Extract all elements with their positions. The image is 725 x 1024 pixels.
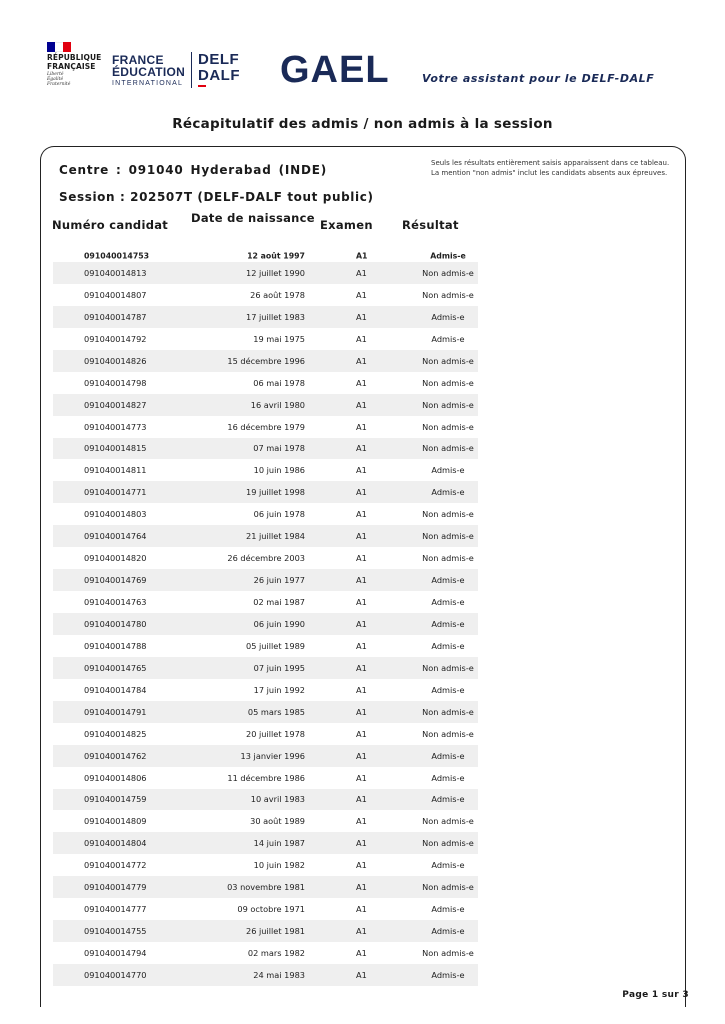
exam-cell: A1 [356, 399, 367, 410]
exam-cell: A1 [356, 487, 367, 498]
column-header-examen: Examen [320, 218, 373, 232]
birth-date-cell: 03 novembre 1981 [227, 882, 305, 893]
candidate-number-cell: 091040014753 [84, 251, 150, 261]
table-row [53, 920, 478, 942]
exam-cell: A1 [356, 750, 367, 761]
candidate-number-cell: 091040014780 [84, 618, 147, 629]
candidate-number-cell: 091040014763 [84, 597, 147, 608]
birth-date-cell: 10 avril 1983 [250, 794, 305, 805]
result-cell: Admis-e [431, 597, 465, 608]
birth-date-cell: 11 décembre 1986 [227, 772, 305, 783]
birth-date-cell: 10 juin 1982 [253, 860, 305, 871]
exam-cell: A1 [356, 728, 367, 739]
result-cell: Admis-e [431, 772, 465, 783]
birth-date-cell: 07 juin 1995 [253, 662, 305, 673]
exam-cell: A1 [356, 465, 367, 476]
result-cell: Admis-e [431, 926, 465, 937]
candidate-number-cell: 091040014755 [84, 926, 147, 937]
candidate-number-cell: 091040014806 [84, 772, 147, 783]
birth-date-cell: 17 juillet 1983 [246, 311, 305, 322]
candidate-number-cell: 091040014809 [84, 816, 147, 827]
exam-cell: A1 [356, 618, 367, 629]
candidate-number-cell: 091040014791 [84, 706, 147, 717]
birth-date-cell: 09 octobre 1971 [237, 904, 305, 915]
table-row [53, 789, 478, 811]
exam-cell: A1 [356, 882, 367, 893]
result-cell: Admis-e [431, 860, 465, 871]
candidate-number-cell: 091040014762 [84, 750, 147, 761]
exam-cell: A1 [356, 662, 367, 673]
session-info: Session : 202507T (DELF-DALF tout public) [59, 190, 374, 204]
exam-cell: A1 [356, 640, 367, 651]
candidate-number-cell: 091040014772 [84, 860, 147, 871]
centre-info: Centre : 091040 Hyderabad (INDE) [59, 163, 328, 177]
gael-tagline: Votre assistant pour le DELF-DALF [422, 72, 655, 85]
results-notes [431, 158, 686, 178]
birth-date-cell: 14 juin 1987 [253, 838, 305, 849]
candidate-number-cell: 091040014825 [84, 728, 147, 739]
birth-date-cell: 26 juillet 1981 [246, 926, 305, 937]
candidate-number-cell: 091040014779 [84, 882, 147, 893]
result-cell: Admis-e [431, 333, 465, 344]
column-header-resultat: Résultat [402, 218, 459, 232]
table-row [53, 635, 478, 657]
result-cell: Non admis-e [422, 355, 474, 366]
candidate-number-cell: 091040014773 [84, 421, 147, 432]
exam-cell: A1 [356, 553, 367, 564]
result-cell: Admis-e [431, 575, 465, 586]
candidate-number-cell: 091040014784 [84, 684, 147, 695]
table-row [53, 438, 478, 460]
fei-line-1: FRANCE [112, 53, 164, 67]
exam-cell: A1 [356, 355, 367, 366]
birth-date-cell: 06 juin 1978 [253, 509, 305, 520]
table-row [53, 503, 478, 525]
table-row [53, 591, 478, 613]
birth-date-cell: 02 mai 1987 [253, 597, 305, 608]
table-row [53, 745, 478, 767]
result-cell: Non admis-e [422, 509, 474, 520]
table-row [53, 679, 478, 701]
candidate-number-cell: 091040014827 [84, 399, 147, 410]
result-cell: Admis-e [431, 750, 465, 761]
birth-date-cell: 24 mai 1983 [253, 969, 305, 980]
table-row [53, 525, 478, 547]
candidate-number-cell: 091040014820 [84, 553, 147, 564]
candidate-number-cell: 091040014777 [84, 904, 147, 915]
birth-date-cell: 26 juin 1977 [253, 575, 305, 586]
candidate-number-cell: 091040014770 [84, 969, 147, 980]
page-header [0, 0, 725, 100]
exam-cell: A1 [356, 443, 367, 454]
birth-date-cell: 02 mars 1982 [247, 948, 305, 959]
fei-line-3: INTERNATIONAL [112, 80, 184, 87]
result-cell: Non admis-e [422, 267, 474, 278]
birth-date-cell: 07 mai 1978 [253, 443, 305, 454]
birth-date-cell: 05 juillet 1989 [246, 640, 305, 651]
table-row [53, 701, 478, 723]
result-cell: Non admis-e [422, 289, 474, 300]
exam-cell: A1 [356, 509, 367, 520]
table-row [53, 964, 478, 986]
exam-cell: A1 [356, 575, 367, 586]
table-row [53, 459, 478, 481]
birth-date-cell: 30 août 1989 [250, 816, 305, 827]
result-cell: Non admis-e [422, 948, 474, 959]
candidate-number-cell: 091040014759 [84, 794, 147, 805]
result-cell: Non admis-e [422, 531, 474, 542]
birth-date-cell: 10 juin 1986 [253, 465, 305, 476]
republique-name: RÉPUBLIQUE FRANÇAISE [47, 53, 102, 71]
exam-cell: A1 [356, 311, 367, 322]
table-row [53, 416, 478, 438]
column-header-numero: Numéro candidat [52, 218, 169, 232]
delf-label: DELF [198, 51, 240, 68]
result-cell: Admis-e [431, 487, 465, 498]
exam-cell: A1 [356, 421, 367, 432]
birth-date-cell: 13 janvier 1996 [240, 750, 305, 761]
result-cell: Non admis-e [422, 399, 474, 410]
birth-date-cell: 17 juin 1992 [253, 684, 305, 695]
french-flag-icon [47, 42, 71, 52]
candidate-number-cell: 091040014764 [84, 531, 147, 542]
candidate-number-cell: 091040014765 [84, 662, 147, 673]
candidate-number-cell: 091040014811 [84, 465, 147, 476]
table-row [53, 767, 478, 789]
page-title: Récapitulatif des admis / non admis à la session [172, 116, 553, 132]
candidate-number-cell: 091040014798 [84, 377, 147, 388]
result-cell: Admis-e [431, 684, 465, 695]
column-header-date: Date de naissance [191, 211, 315, 225]
birth-date-cell: 20 juillet 1978 [246, 728, 305, 739]
table-row [53, 942, 478, 964]
result-cell: Non admis-e [422, 421, 474, 432]
birth-date-cell: 16 avril 1980 [250, 399, 305, 410]
candidate-number-cell: 091040014794 [84, 948, 147, 959]
page-number: Page 1 sur 3 [622, 990, 689, 1000]
delf-dalf-logo [198, 52, 240, 87]
exam-cell: A1 [356, 706, 367, 717]
birth-date-cell: 26 août 1978 [250, 289, 305, 300]
table-row [53, 350, 478, 372]
exam-cell: A1 [356, 377, 367, 388]
exam-cell: A1 [356, 333, 367, 344]
result-cell: Non admis-e [422, 882, 474, 893]
result-cell: Non admis-e [422, 377, 474, 388]
candidate-number-cell: 091040014826 [84, 355, 147, 366]
candidate-number-cell: 091040014788 [84, 640, 147, 651]
candidate-number-cell: 091040014792 [84, 333, 147, 344]
result-cell: Admis-e [431, 969, 465, 980]
exam-cell: A1 [356, 969, 367, 980]
birth-date-cell: 21 juillet 1984 [246, 531, 305, 542]
result-cell: Admis-e [431, 904, 465, 915]
exam-cell: A1 [356, 289, 367, 300]
france-education-international-logo [112, 54, 192, 87]
exam-cell: A1 [356, 684, 367, 695]
result-cell: Admis-e [431, 465, 465, 476]
note-line-1: Seuls les résultats entièrement saisis apparaissent dans ce tableau. [431, 159, 670, 167]
candidate-number-cell: 091040014813 [84, 267, 147, 278]
exam-cell: A1 [356, 816, 367, 827]
candidate-number-cell: 091040014815 [84, 443, 147, 454]
logo-divider [191, 52, 192, 88]
birth-date-cell: 19 mai 1975 [253, 333, 305, 344]
result-cell: Admis-e [431, 640, 465, 651]
republique-francaise-logo [47, 42, 105, 87]
exam-cell: A1 [356, 597, 367, 608]
dalf-label: DALF [198, 67, 240, 84]
table-row [53, 854, 478, 876]
birth-date-cell: 05 mars 1985 [247, 706, 305, 717]
table-row [53, 723, 478, 745]
birth-date-cell: 26 décembre 2003 [227, 553, 305, 564]
exam-cell: A1 [356, 267, 367, 278]
result-cell: Non admis-e [422, 443, 474, 454]
result-cell: Admis-e [431, 311, 465, 322]
exam-cell: A1 [356, 772, 367, 783]
candidate-number-cell: 091040014803 [84, 509, 147, 520]
birth-date-cell: 12 août 1997 [247, 251, 305, 261]
result-cell: Admis-e [431, 618, 465, 629]
candidate-number-cell: 091040014769 [84, 575, 147, 586]
exam-cell: A1 [356, 860, 367, 871]
candidate-number-cell: 091040014771 [84, 487, 147, 498]
table-row [53, 328, 478, 350]
candidate-number-cell: 091040014787 [84, 311, 147, 322]
result-cell: Admis-e [430, 251, 466, 261]
table-row [53, 657, 478, 679]
table-row [53, 898, 478, 920]
exam-cell: A1 [356, 926, 367, 937]
result-cell: Non admis-e [422, 553, 474, 564]
candidate-number-cell: 091040014807 [84, 289, 147, 300]
table-row [53, 250, 478, 262]
table-row [53, 547, 478, 569]
birth-date-cell: 06 juin 1990 [253, 618, 305, 629]
result-cell: Non admis-e [422, 816, 474, 827]
exam-cell: A1 [356, 251, 368, 261]
table-row [53, 613, 478, 635]
birth-date-cell: 15 décembre 1996 [227, 355, 305, 366]
table-row [53, 569, 478, 591]
exam-cell: A1 [356, 794, 367, 805]
result-cell: Admis-e [431, 794, 465, 805]
fei-line-2: ÉDUCATION [112, 65, 186, 79]
result-cell: Non admis-e [422, 662, 474, 673]
table-row [53, 262, 478, 284]
exam-cell: A1 [356, 531, 367, 542]
table-row [53, 394, 478, 416]
birth-date-cell: 16 décembre 1979 [227, 421, 305, 432]
republique-motto: Liberté Égalité Fraternité [47, 72, 71, 87]
result-cell: Non admis-e [422, 706, 474, 717]
exam-cell: A1 [356, 904, 367, 915]
candidate-number-cell: 091040014804 [84, 838, 147, 849]
exam-cell: A1 [356, 838, 367, 849]
birth-date-cell: 06 mai 1978 [253, 377, 305, 388]
gael-logo: GAEL [280, 49, 390, 91]
table-row [53, 481, 478, 503]
table-row [53, 810, 478, 832]
result-cell: Non admis-e [422, 838, 474, 849]
table-row [53, 876, 478, 898]
result-cell: Non admis-e [422, 728, 474, 739]
table-row [53, 832, 478, 854]
birth-date-cell: 12 juillet 1990 [246, 267, 305, 278]
table-row [53, 306, 478, 328]
table-row [53, 372, 478, 394]
birth-date-cell: 19 juillet 1998 [246, 487, 305, 498]
note-line-2: La mention "non admis" inclut les candidats absents aux épreuves. [431, 169, 668, 177]
exam-cell: A1 [356, 948, 367, 959]
results-table [53, 250, 478, 986]
delf-accent-bar [198, 85, 206, 87]
table-row [53, 284, 478, 306]
